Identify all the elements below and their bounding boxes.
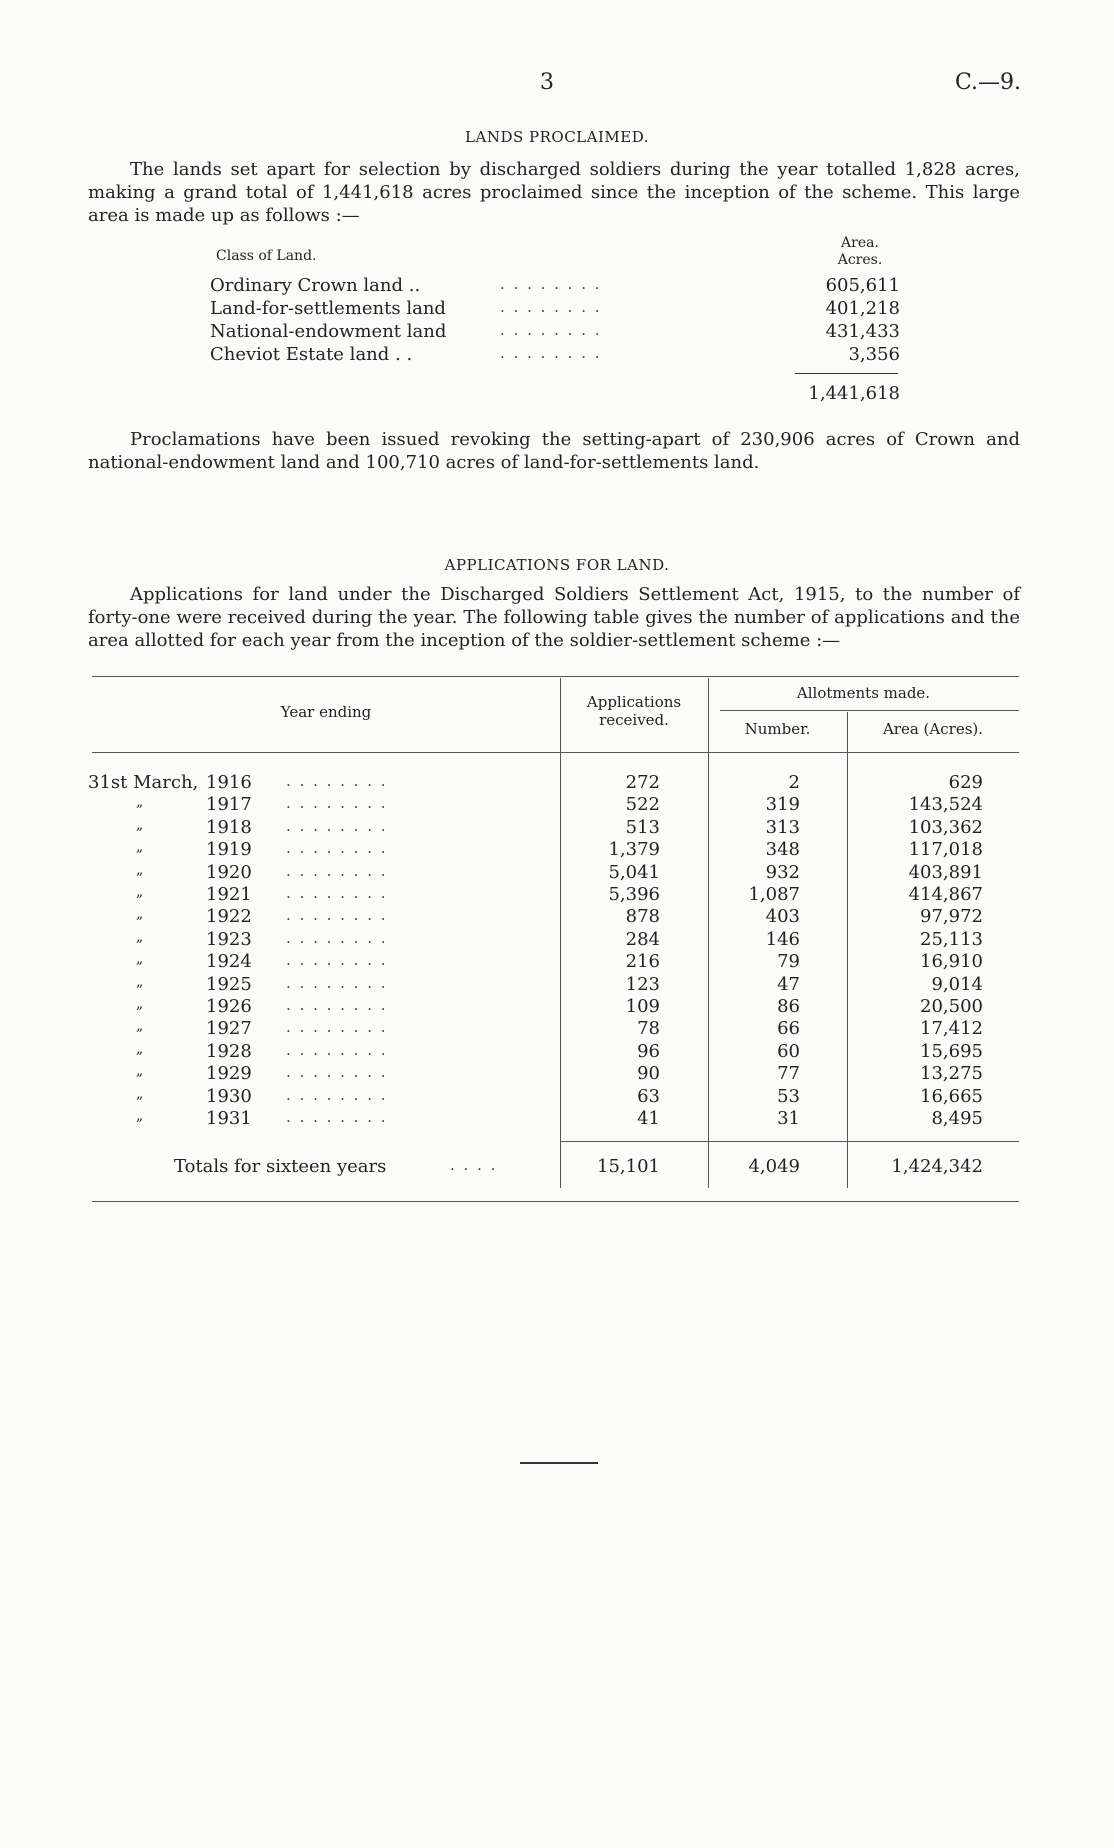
table-row: „ 1931 . . . . . . . . 41 31 8,495 — [136, 1108, 983, 1129]
table-row: „ 1918 . . . . . . . . 513 313 103,362 — [136, 817, 983, 838]
totals-rule — [560, 1141, 1019, 1142]
class-of-land-header: Class of Land. — [216, 248, 317, 264]
land-row: National-endowment land . . . . . . . . 431,433 — [210, 321, 900, 342]
table-row: „ 1925 . . . . . . . . 123 47 9,014 — [136, 974, 983, 995]
allotments-subrule — [720, 710, 1019, 711]
table-top-rule — [92, 676, 1019, 677]
number-header: Number. — [744, 720, 811, 738]
table-row: „ 1927 . . . . . . . . 78 66 17,412 — [136, 1018, 983, 1039]
table-row: „ 1930 . . . . . . . . 63 53 16,665 — [136, 1086, 983, 1107]
applications-header: Applications received. — [586, 693, 682, 729]
table-row: „ 1923 . . . . . . . . 284 146 25,113 — [136, 929, 983, 950]
total-rule — [795, 373, 898, 374]
table-row: „ 1926 . . . . . . . . 109 86 20,500 — [136, 996, 983, 1017]
totals-row: Totals for sixteen years . . . . 15,101 4,049 1,424,342 — [174, 1156, 983, 1177]
document-reference: C.—9. — [955, 70, 1022, 95]
table-row: „ 1920 . . . . . . . . 5,041 932 403,891 — [136, 862, 983, 883]
lands-proclaimed-heading: LANDS PROCLAIMED. — [465, 128, 649, 146]
page-number: 3 — [540, 70, 554, 95]
table-row: „ 1922 . . . . . . . . 878 403 97,972 — [136, 906, 983, 927]
table-row: „ 1924 . . . . . . . . 216 79 16,910 — [136, 951, 983, 972]
allotments-header: Allotments made. — [796, 684, 931, 702]
table-header-rule — [92, 752, 1019, 753]
end-rule — [520, 1462, 598, 1464]
table-bottom-rule — [92, 1201, 1019, 1202]
table-row: „ 1919 . . . . . . . . 1,379 348 117,018 — [136, 839, 983, 860]
applications-intro: Applications for land under the Discharged Soldiers Settlement Act, 1915, to the number of forty-one were received during the year. The following table gives the number of applications and the area allotted for each year from the inception of the soldier-settlement scheme :— — [88, 584, 1020, 651]
land-row: Land-for-settlements land . . . . . . . . 401,218 — [210, 298, 900, 319]
lands-proclaimed-intro: The lands set apart for selection by discharged soldiers during the year totalled 1,828 acres, making a grand total of 1,441,618 acres proclaimed since the inception of the scheme. This large area is made up as follows :— — [88, 159, 1020, 226]
land-row: Ordinary Crown land .. . . . . . . . . 605,611 — [210, 275, 900, 296]
table-row: 31st March, 1916 . . . . . . . . 272 2 629 — [88, 772, 983, 793]
table-row: „ 1929 . . . . . . . . 90 77 13,275 — [136, 1063, 983, 1084]
area-acres-header: Area (Acres). — [882, 720, 984, 738]
land-total: 1,441,618 — [808, 383, 900, 404]
year-ending-header: Year ending — [280, 703, 372, 721]
table-row: „ 1921 . . . . . . . . 5,396 1,087 414,867 — [136, 884, 983, 905]
table-row: „ 1928 . . . . . . . . 96 60 15,695 — [136, 1041, 983, 1062]
land-row: Cheviot Estate land . . . . . . . . . . 3,356 — [210, 344, 900, 365]
table-row: „ 1917 . . . . . . . . 522 319 143,524 — [136, 794, 983, 815]
revocation-paragraph: Proclamations have been issued revoking the setting-apart of 230,906 acres of Crown and national-endowment land and 100,710 acres of land-for-settlements land. — [88, 429, 1020, 473]
applications-heading: APPLICATIONS FOR LAND. — [444, 556, 670, 574]
area-header: Area. Acres. — [837, 235, 883, 268]
